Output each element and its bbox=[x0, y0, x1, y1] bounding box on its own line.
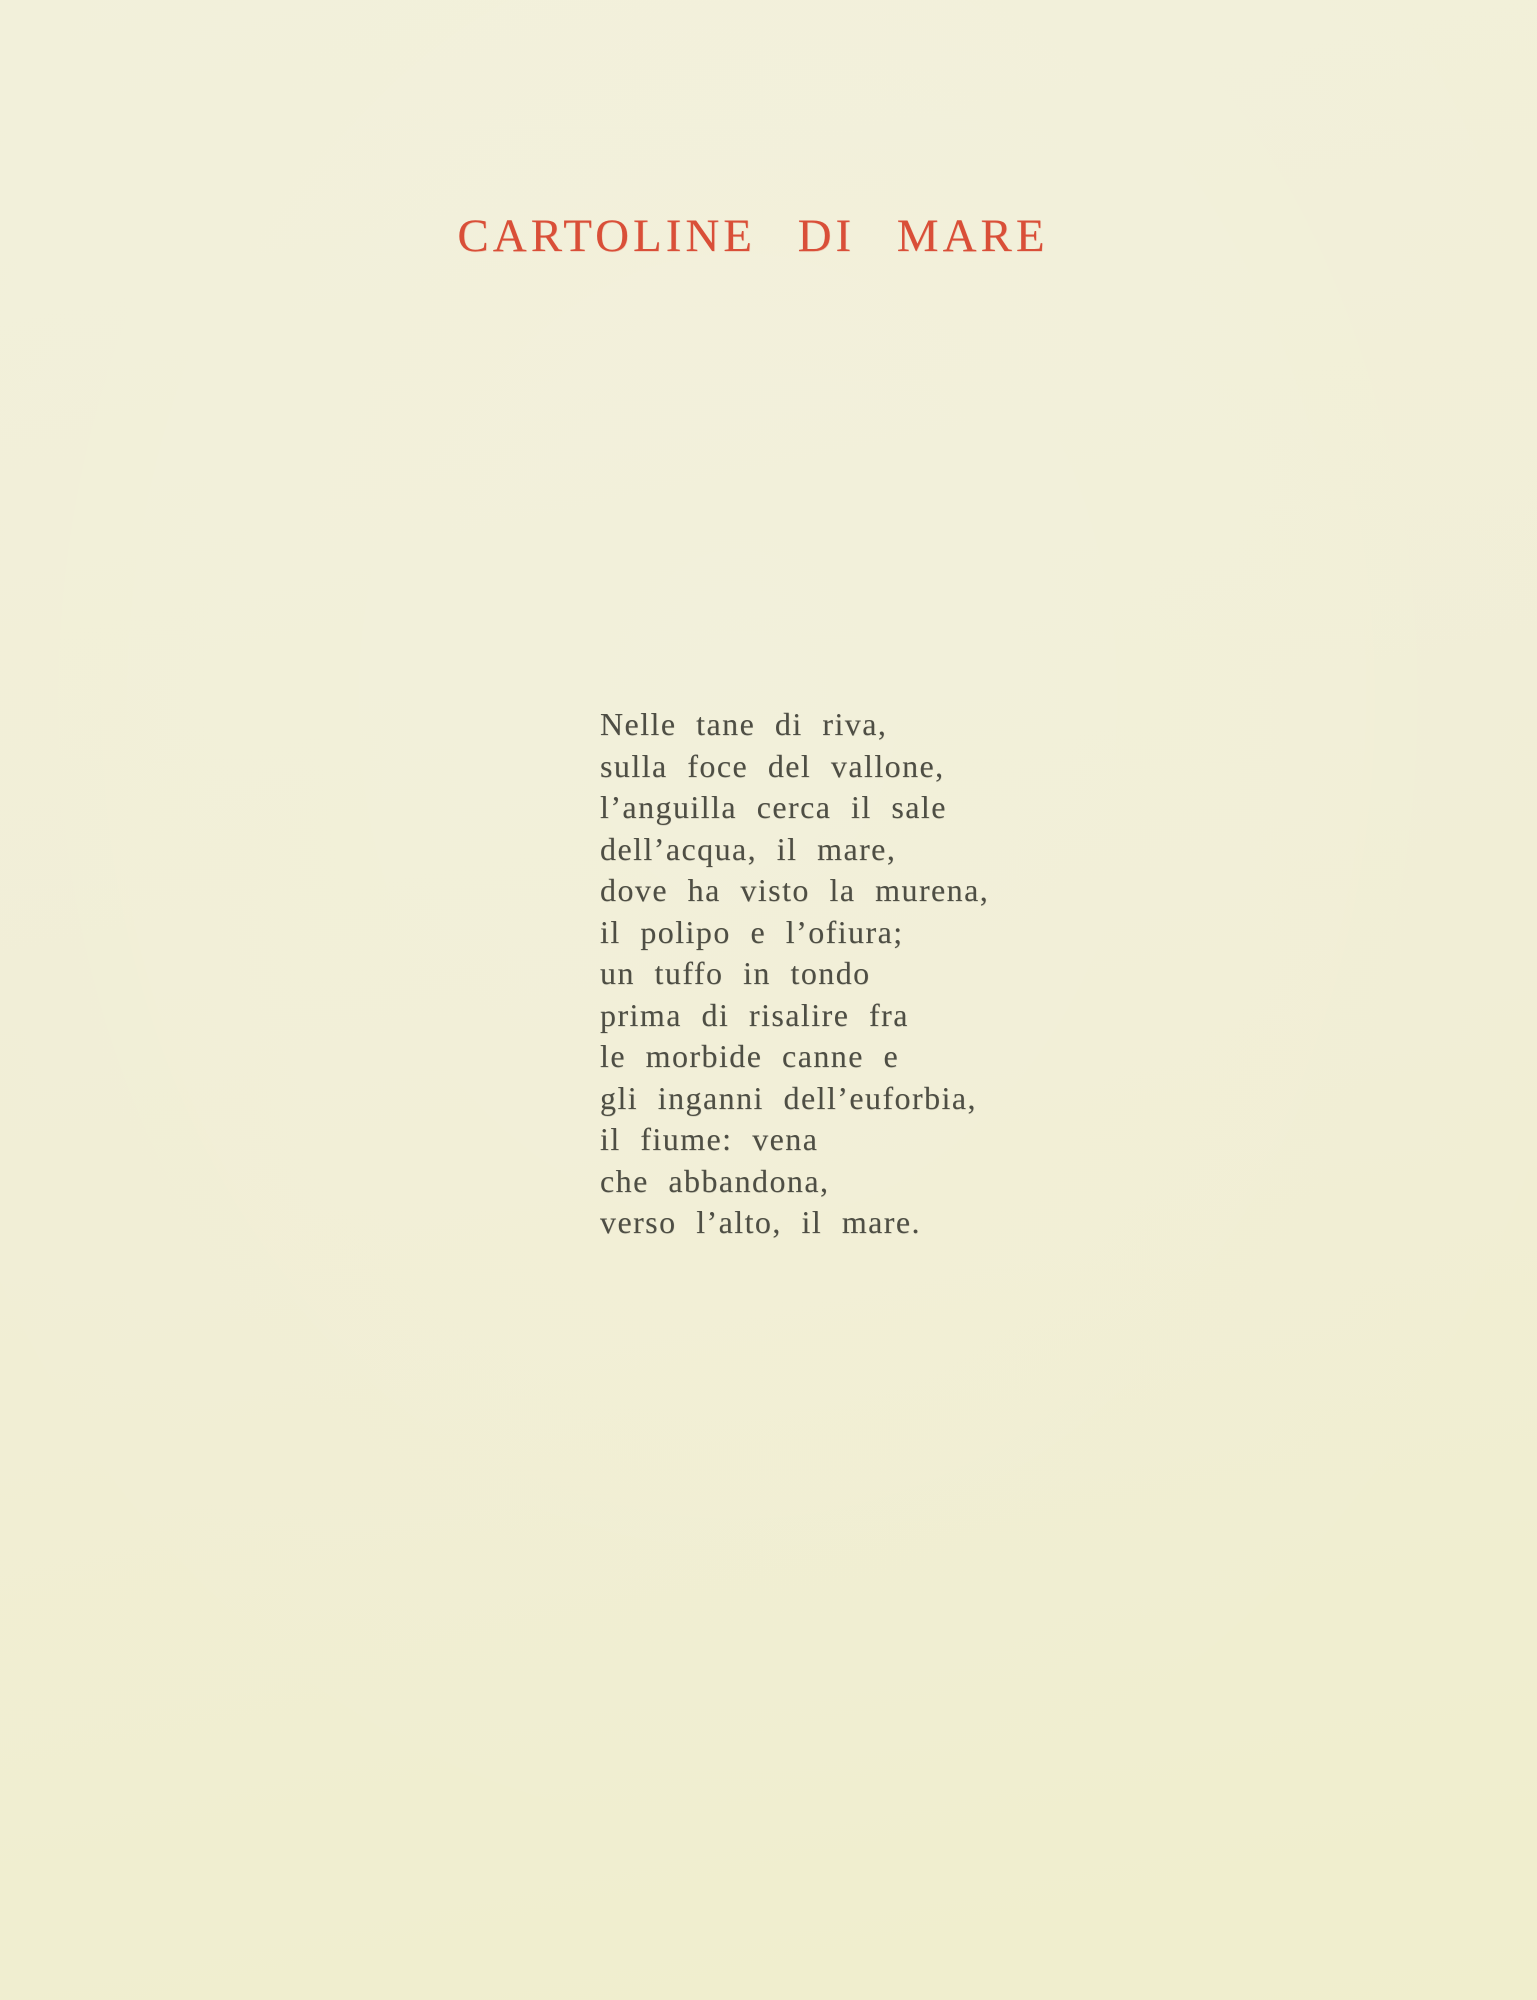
poem-line: sulla foce del vallone, bbox=[600, 747, 945, 784]
poem-line: che abbandona, bbox=[600, 1162, 830, 1199]
poem-line: il polipo e l’ofiura; bbox=[600, 913, 904, 950]
poem-line: Nelle tane di riva, bbox=[600, 706, 888, 742]
poem-line: dell’acqua, il mare, bbox=[600, 830, 897, 867]
poem-line: le morbide canne e bbox=[600, 1038, 900, 1074]
poem-body bbox=[600, 704, 989, 1244]
poem-line: gli inganni dell’euforbia, bbox=[600, 1079, 977, 1116]
poem-line: verso l’alto, il mare. bbox=[600, 1204, 921, 1240]
poem-line: il fiume: vena bbox=[600, 1121, 819, 1157]
poem-line: prima di risalire fra bbox=[600, 996, 909, 1033]
poem-line: l’anguilla cerca il sale bbox=[600, 789, 947, 825]
poem-line: un tuffo in tondo bbox=[600, 955, 871, 991]
poem-line: dove ha visto la murena, bbox=[600, 872, 990, 908]
poem-title: CARTOLINE DI MARE bbox=[457, 210, 1049, 262]
